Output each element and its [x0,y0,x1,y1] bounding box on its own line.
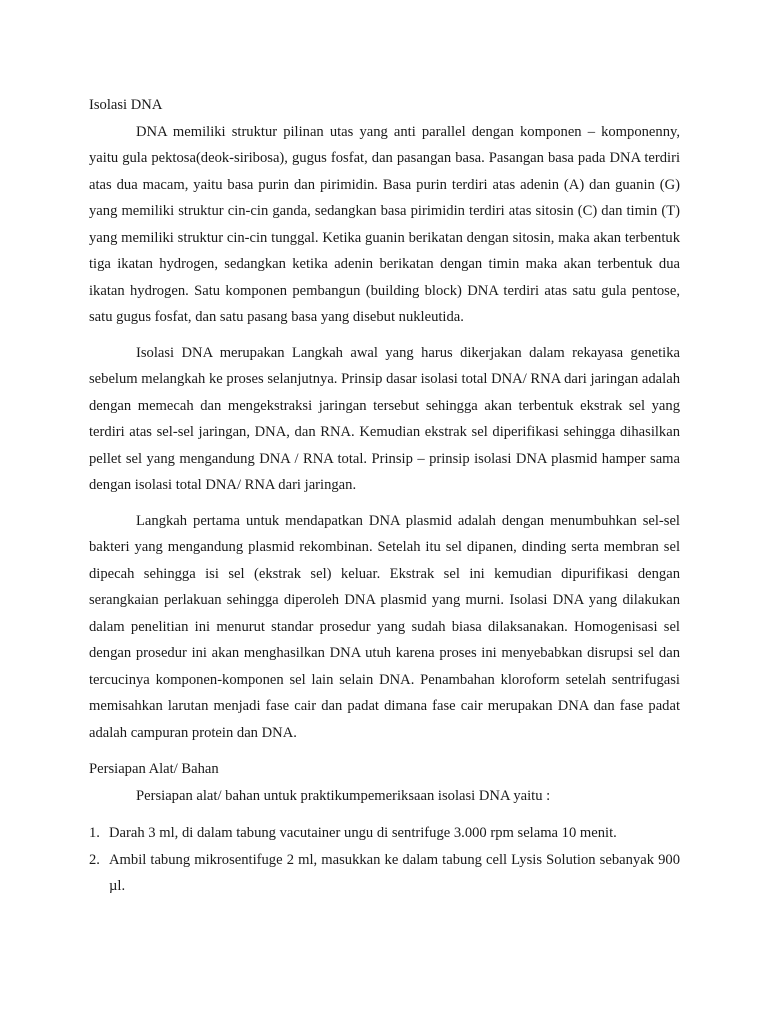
list-item-number: 2. [89,851,100,868]
list-item-number: 1. [89,825,100,841]
list-item [89,847,680,900]
paragraph-persiapan-intro: Persiapan alat/ bahan untuk praktikumpemeriksaan isolasi DNA yaitu : [136,787,551,804]
procedure-list [89,820,680,900]
paragraph-dna-structure: DNA memiliki struktur pilinan utas yang anti parallel dengan komponen – komponenny, yaitu gula pektosa(deok-siribosa), gugus fosfat, dan pasangan basa. Pasangan basa pada DNA terdiri atas dua macam, yaitu basa purin dan pirimidin. Basa purin terdiri atas adenin (A) dan guanin (G) yang memiliki struktur cin-cin ganda, sedangkan basa pirimidin terdiri atas sitosin (C) dan timin (T) yang memiliki struktur cin-cin tunggal. Ketika guanin berikatan dengan sitosin, maka akan terbentuk tiga ikatan hydrogen, sedangkan ketika adenin berikatan dengan timin maka akan terbentuk dua ikatan hydrogen. Satu komponen pembangun (building block) DNA terdiri atas satu gula pentose, satu gugus fosfat, dan satu pasang basa yang disebut nukleutida. [89,123,680,325]
document-page [89,92,680,900]
section-heading-persiapan: Persiapan Alat/ Bahan [89,761,219,777]
paragraph-isolation-principle: Isolasi DNA merupakan Langkah awal yang harus dikerjakan dalam rekayasa genetika sebelum melangkah ke proses selanjutnya. Prinsip dasar isolasi total DNA/ RNA dari jaringan adalah dengan memecah dan mengekstraksi jaringan tersebut sehingga akan terbentuk ekstrak sel yang terdiri atas sel-sel jaringan, DNA, dan RNA. Kemudian ekstrak sel diperifikasi sehingga dihasilkan pellet sel yang mengandung DNA / RNA total. Prinsip – prinsip isolasi DNA plasmid hamper sama dengan isolasi total DNA/ RNA dari jaringan. [89,344,680,493]
list-item-text: Darah 3 ml, di dalam tabung vacutainer ungu di sentrifuge 3.000 rpm selama 10 menit. [109,825,617,841]
list-item-text: Ambil tabung mikrosentifuge 2 ml, masukkan ke dalam tabung cell Lysis Solution sebanyak 900 µl. [109,851,680,894]
list-item [89,820,680,847]
section-heading-isolasi-dna: Isolasi DNA [89,97,163,113]
paragraph-plasmid-steps: Langkah pertama untuk mendapatkan DNA plasmid adalah dengan menumbuhkan sel-sel bakteri yang mengandung plasmid rekombinan. Setelah itu sel dipanen, dinding serta membran sel dipecah sehingga isi sel (ekstrak sel) keluar. Ekstrak sel ini kemudian dipurifikasi dengan serangkaian perlakuan sehingga diperoleh DNA plasmid yang murni. Isolasi DNA yang dilakukan dalam penelitian ini menurut standar prosedur yang sudah biasa dilaksanakan. Homogenisasi sel dengan prosedur ini akan menghasilkan DNA utuh karena proses ini menyebabkan disrupsi sel dan tercucinya komponen-komponen sel lain selain DNA. Penambahan kloroform setelah sentrifugasi memisahkan larutan menjadi fase cair dan padat dimana fase cair merupakan DNA dan fase padat adalah campuran protein dan DNA. [89,512,680,741]
